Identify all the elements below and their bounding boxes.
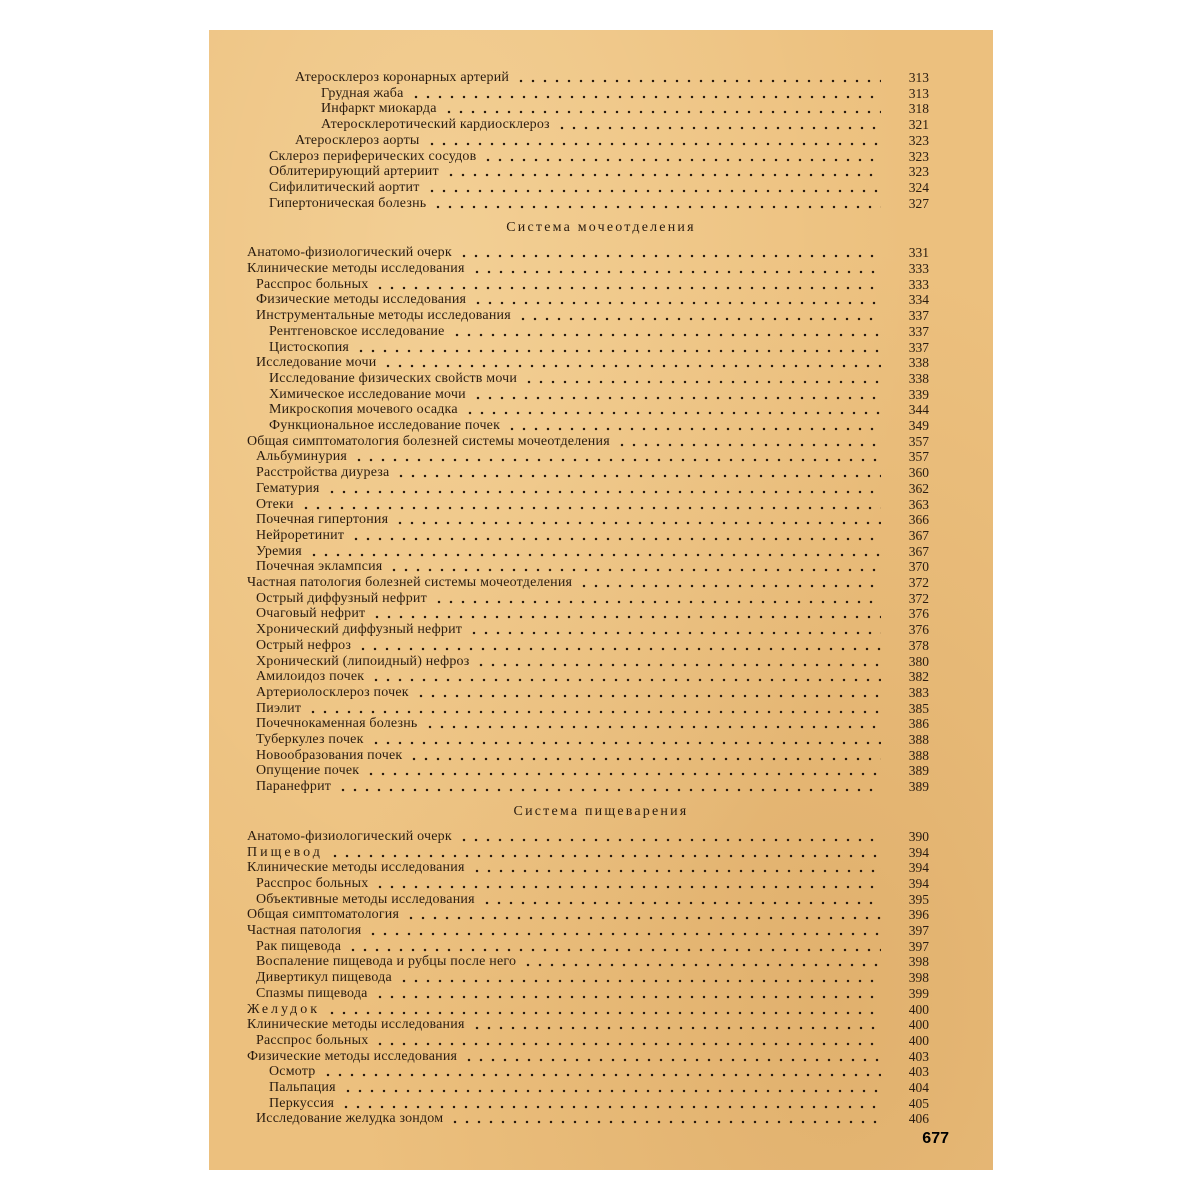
toc-entry [209,371,993,387]
toc-entry-page: 390 [908,828,929,844]
toc-entry [209,434,993,450]
toc-entry-title: Опущение почек [256,763,360,779]
toc-entry-page: 376 [908,622,929,638]
toc-entry [209,685,993,701]
toc-entry [209,465,993,481]
leader-dots [445,164,881,180]
toc-entry [209,101,993,117]
toc-entry-title: Физические методы исследования [256,292,467,308]
table-of-contents [209,30,993,1170]
toc-entry-page: 403 [908,1048,929,1064]
toc-entry-page: 388 [908,732,929,747]
toc-entry [209,355,993,371]
leader-dots [370,669,881,685]
leader-dots [408,748,881,764]
leader-dots [506,418,881,434]
section-heading: Система мочеотделения [506,220,696,236]
toc-entry [209,449,993,465]
toc-entry-title: Атеросклеротический кардиосклероз [321,117,550,133]
toc-entry-title: Инфаркт миокарда [321,101,437,117]
leader-dots [458,245,881,261]
toc-entry-page: 363 [908,496,929,512]
leader-dots [556,117,881,133]
toc-entry-title: Артериолосклероз почек [256,684,409,700]
toc-entry-page: 406 [908,1111,929,1127]
leader-dots [432,196,881,212]
toc-entry [209,763,993,779]
toc-entry [209,149,993,165]
toc-entry [209,606,993,622]
leader-dots [523,371,881,387]
toc-entry-page: 389 [908,763,929,779]
toc-entry [209,1080,993,1096]
toc-entry-title: Пищевод [247,844,323,860]
toc-entry [209,70,993,86]
toc-entry-page: 388 [908,747,929,763]
toc-entry-page: 323 [908,164,929,180]
toc-entry-page: 337 [908,339,929,355]
toc-entry-page: 405 [908,1095,929,1111]
toc-entry [209,528,993,544]
toc-entry-title: Почечнокаменная болезнь [256,716,418,732]
toc-entry-page: 324 [908,179,929,195]
toc-entry-page: 370 [908,559,929,575]
toc-entry-page: 327 [908,195,929,211]
toc-entry-title: Объективные методы исследования [256,891,475,907]
toc-entry [209,939,993,955]
toc-entry-title: Амилоидоз почек [256,669,365,685]
toc-entry-page: 372 [908,575,929,590]
toc-entry-page: 321 [908,117,929,133]
toc-entry-title: Рентгеновское исследование [269,323,445,339]
toc-entry-page: 400 [908,1017,929,1033]
toc-entry [209,1033,993,1049]
toc-entry-page: 360 [908,465,929,481]
toc-entry [209,845,993,861]
leader-dots [342,1080,881,1096]
leader-dots [337,779,881,795]
leader-dots [415,685,881,701]
toc-entry [209,1017,993,1033]
leader-dots [357,638,881,654]
toc-entry [209,133,993,149]
toc-entry-page: 337 [908,323,929,339]
toc-entry-title: Анатомо-физиологический очерк [247,245,452,261]
toc-entry [209,954,993,970]
toc-entry [209,164,993,180]
toc-entry-title: Нейроретинит [256,527,345,543]
toc-entry-page: 331 [908,245,929,261]
leader-dots [424,716,881,732]
toc-entry [209,701,993,717]
toc-entry-page: 403 [908,1064,929,1080]
leader-dots [443,101,881,117]
leader-dots [371,606,881,622]
toc-entry-page: 338 [908,355,929,371]
leader-dots [398,970,881,986]
toc-entry-page: 366 [908,512,929,528]
toc-entry [209,497,993,513]
toc-entry-title: Исследование мочи [256,355,377,371]
toc-entry [209,923,993,939]
leader-dots [451,324,881,340]
toc-entry-page: 398 [908,954,929,970]
toc-entry [209,387,993,403]
toc-entry-page: 339 [908,386,929,402]
leader-dots [394,512,881,528]
toc-entry [209,591,993,607]
toc-entry [209,512,993,528]
toc-entry-page: 334 [908,292,929,308]
toc-entry-title: Микроскопия мочевого осадка [269,402,458,418]
toc-entry-page: 397 [908,923,929,938]
leader-dots [405,907,881,923]
toc-entry-title: Сифилитический аортит [269,179,420,195]
toc-entry-title: Атеросклероз аорты [295,132,420,148]
toc-entry-page: 338 [908,370,929,386]
toc-entry [209,245,993,261]
toc-entry [209,180,993,196]
book-page [209,30,993,1170]
leader-dots [471,860,881,876]
toc-entry-title: Острый диффузный нефрит [256,590,427,606]
leader-dots [410,86,881,102]
leader-dots [578,575,881,591]
toc-entry-page: 394 [908,875,929,891]
toc-entry-page: 333 [908,276,929,292]
toc-entry-title: Частная патология болезней системы мочеотделения [247,575,573,590]
leader-dots [464,402,881,418]
toc-entry [209,117,993,133]
toc-entry-title: Почечная эклампсия [256,559,383,575]
toc-entry-title: Воспаление пищевода и рубцы после него [256,954,517,970]
leader-dots [395,465,881,481]
toc-entry-title: Пальпация [269,1080,336,1095]
toc-entry [209,986,993,1002]
leader-dots [616,434,881,450]
toc-entry-title: Исследование физических свойств мочи [269,370,518,386]
toc-entry-title: Туберкулез почек [256,732,364,747]
toc-entry [209,544,993,560]
leader-dots [326,1002,881,1018]
toc-entry-page: 385 [908,700,929,716]
toc-entry [209,324,993,340]
toc-entry [209,277,993,293]
leader-dots [370,732,881,748]
toc-entry-title: Рак пищевода [256,938,342,954]
toc-entry [209,261,993,277]
toc-entry-page: 389 [908,779,929,795]
leader-dots [340,1096,881,1112]
toc-entry [209,716,993,732]
toc-entry-page: 400 [908,1001,929,1017]
toc-entry [209,481,993,497]
toc-entry [209,669,993,685]
toc-entry-title: Пиэлит [256,700,302,716]
leader-dots [388,559,881,575]
toc-entry-title: Облитерирующий артериит [269,164,439,180]
leader-dots [365,763,881,779]
toc-entry-page: 395 [908,891,929,907]
toc-entry-page: 398 [908,970,929,986]
toc-entry-title: Общая симптоматология [247,907,400,923]
toc-entry-title: Острый нефроз [256,637,352,653]
leader-dots [433,591,881,607]
toc-entry-title: Грудная жаба [321,85,404,101]
toc-entry [209,418,993,434]
page-number: 677 [922,1130,949,1147]
toc-entry [209,559,993,575]
toc-entry [209,1064,993,1080]
leader-dots [468,622,881,638]
toc-entry-title: Расстройства диуреза [256,465,390,481]
toc-entry [209,1049,993,1065]
toc-entry-title: Спазмы пищевода [256,985,368,1001]
toc-entry-page: 383 [908,684,929,700]
leader-dots [326,481,881,497]
toc-entry-title: Частная патология [247,923,362,938]
toc-entry-page: 396 [908,907,929,923]
toc-entry [209,907,993,923]
toc-entry-title: Клинические методы исследования [247,860,465,876]
toc-entry-page: 399 [908,985,929,1001]
toc-entry [209,876,993,892]
toc-entry-title: Склероз периферических сосудов [269,148,477,164]
toc-entry-title: Перкуссия [269,1095,335,1111]
toc-entry-page: 404 [908,1080,929,1095]
leader-dots [355,340,881,356]
toc-entry-title: Почечная гипертония [256,512,389,528]
leader-dots [374,876,881,892]
toc-entry-title: Расспрос больных [256,276,369,292]
leader-dots [515,70,881,86]
leader-dots [522,954,881,970]
leader-dots [481,892,881,908]
toc-entry-title: Паранефрит [256,779,332,795]
toc-entry-page: 344 [908,402,929,418]
toc-entry-title: Гипертоническая болезнь [269,195,427,211]
leader-dots [329,845,881,861]
toc-entry [209,638,993,654]
leader-dots [300,497,881,513]
leader-dots [482,149,881,165]
toc-entry-title: Очаговый нефрит [256,606,366,622]
toc-entry-title: Физические методы исследования [247,1048,458,1064]
toc-entry [209,829,993,845]
toc-entry-page: 397 [908,938,929,954]
toc-entry-title: Новообразования почек [256,747,403,763]
toc-entry-title: Уремия [256,543,302,559]
toc-entry [209,622,993,638]
toc-entry [209,732,993,748]
toc-entry-title: Исследование желудка зондом [256,1111,444,1127]
leader-dots [307,701,881,717]
toc-entry-page: 386 [908,716,929,732]
toc-entry-title: Хронический диффузный нефрит [256,622,463,638]
toc-entry-page: 372 [908,590,929,606]
leader-dots [382,355,881,371]
leader-dots [367,923,881,939]
toc-entry-title: Клинические методы исследования [247,1017,465,1033]
leader-dots [471,1017,881,1033]
toc-entry-title: Цистоскопия [269,339,350,355]
toc-entry-page: 357 [908,433,929,449]
toc-entry [209,340,993,356]
toc-entry-page: 394 [908,860,929,876]
leader-dots [350,528,881,544]
leader-dots [517,308,881,324]
toc-entry-title: Инструментальные методы исследования [256,308,511,324]
toc-entry [209,308,993,324]
toc-entry-page: 378 [908,637,929,653]
toc-entry-title: Химическое исследование мочи [269,386,466,402]
toc-entry-title: Отеки [256,496,294,512]
toc-entry [209,860,993,876]
toc-entry-title: Общая симптоматология болезней системы мочеотделения [247,433,610,449]
toc-entry [209,779,993,795]
toc-entry [209,1111,993,1127]
leader-dots [374,986,881,1002]
toc-entry [209,86,993,102]
leader-dots [347,939,881,955]
toc-entry-page: 313 [908,85,929,101]
toc-entry-page: 337 [908,308,929,324]
toc-entry-title: Дивертикул пищевода [256,970,392,986]
toc-entry-page: 357 [908,449,929,465]
toc-entry [209,654,993,670]
toc-entry [209,892,993,908]
toc-entry-title: Анатомо-физиологический очерк [247,828,452,844]
toc-entry-title: Атеросклероз коронарных артерий [295,70,510,85]
leader-dots [458,829,881,845]
toc-entry [209,748,993,764]
toc-entry [209,292,993,308]
leader-dots [426,133,882,149]
leader-dots [472,387,881,403]
toc-entry-page: 382 [908,669,929,685]
toc-entry-title: Функциональное исследование почек [269,418,501,433]
toc-entry-page: 376 [908,606,929,622]
toc-entry [209,1002,993,1018]
toc-entry [209,1096,993,1112]
toc-entry-title: Гематурия [256,480,320,496]
toc-entry-title: Желудок [247,1001,321,1017]
toc-entry [209,196,993,212]
toc-entry [209,575,993,591]
leader-dots [426,180,881,196]
leader-dots [308,544,881,560]
toc-entry-page: 313 [908,70,929,85]
toc-entry-page: 400 [908,1032,929,1048]
toc-entry-title: Хронический (липоидный) нефроз [256,653,470,669]
toc-entry [209,402,993,418]
toc-entry [209,970,993,986]
leader-dots [471,261,881,277]
leader-dots [374,277,881,293]
toc-entry-title: Расспрос больных [256,875,369,891]
toc-entry-title: Расспрос больных [256,1032,369,1048]
toc-entry-page: 367 [908,527,929,543]
leader-dots [472,292,881,308]
toc-entry-title: Альбуминурия [256,449,348,465]
toc-entry-page: 333 [908,261,929,276]
toc-entry-page: 380 [908,653,929,669]
toc-entry-page: 318 [908,101,929,117]
toc-entry-title: Клинические методы исследования [247,261,465,276]
leader-dots [449,1111,881,1127]
section-heading: Система пищеварения [513,803,689,819]
toc-entry-page: 323 [908,132,929,148]
toc-entry-page: 362 [908,480,929,496]
toc-entry-title: Осмотр [269,1064,316,1080]
toc-entry-page: 349 [908,418,929,433]
toc-entry-page: 323 [908,148,929,164]
toc-entry-page: 367 [908,543,929,559]
leader-dots [322,1064,882,1080]
leader-dots [353,449,881,465]
leader-dots [463,1049,881,1065]
toc-entry-page: 394 [908,844,929,860]
leader-dots [374,1033,881,1049]
leader-dots [475,654,881,670]
